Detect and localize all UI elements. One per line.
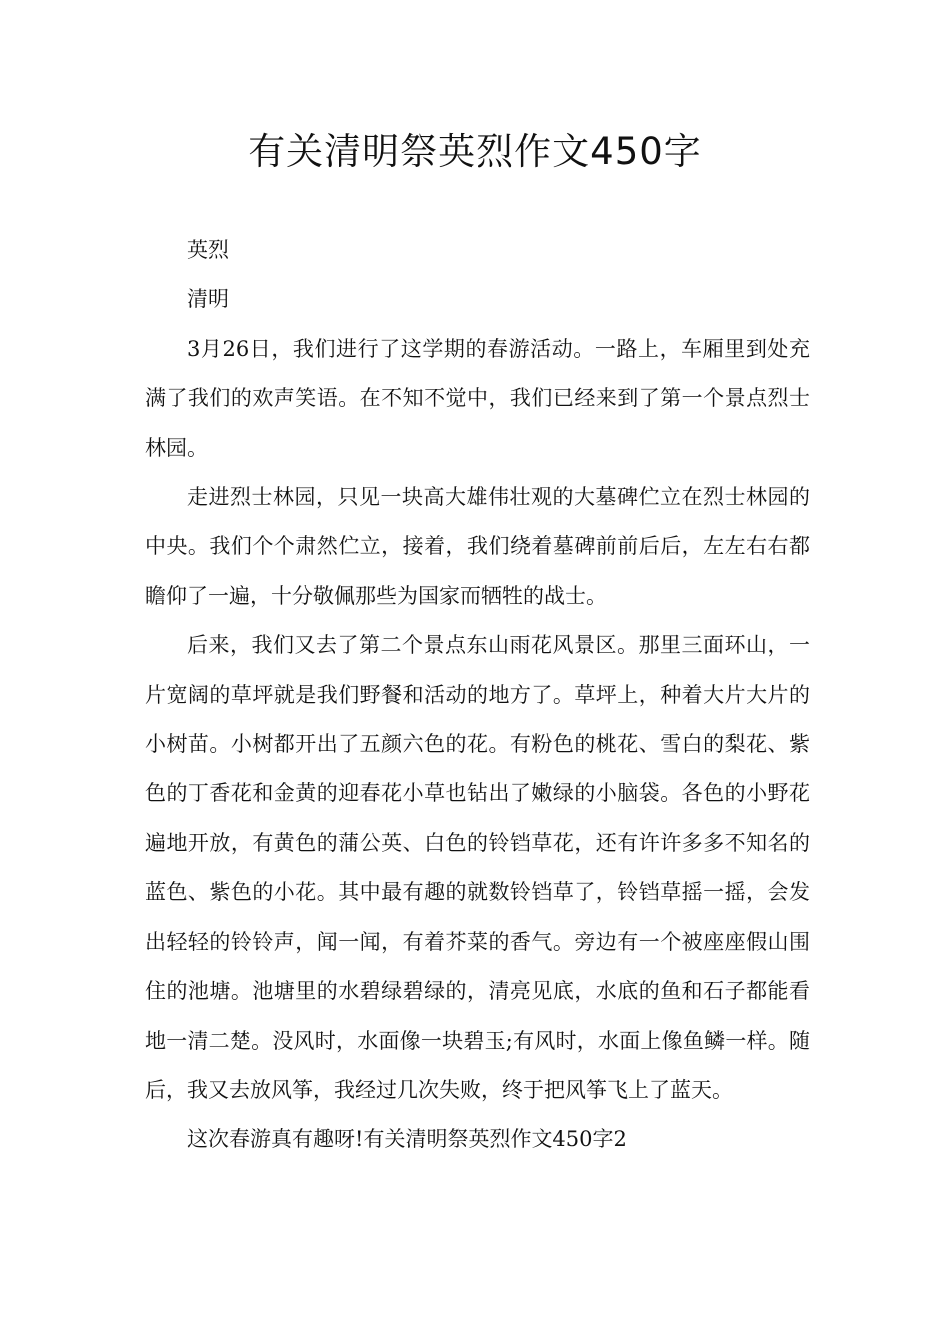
paragraph: 清明 <box>187 287 229 312</box>
paragraph: 走进烈士林园，只见一块高大雄伟壮观的大墓碑伫立在烈士林园的中央。我们个个肃然伫立，接着，我们绕着墓碑前前后后，左左右右都瞻仰了一遍，十分敬佩那些为国家而牺牲的战士。 <box>145 485 810 608</box>
paragraph: 3月26日，我们进行了这学期的春游活动。一路上，车厢里到处充满了我们的欢声笑语。在不知不觉中，我们已经来到了第一个景点烈士林园。 <box>145 336 810 460</box>
paragraph: 英烈 <box>187 238 229 262</box>
paragraph: 这次春游真有趣呀!有关清明祭英烈作文450字2 <box>187 1127 627 1152</box>
paragraph: 后来，我们又去了第二个景点东山雨花风景区。那里三面环山，一片宽阔的草坪就是我们野餐和活动的地方了。草坪上，种着大片大片的小树苗。小树都开出了五颜六色的花。有粉色的桃花、雪白的梨花、紫色的丁香花和金黄的迎春花小草也钻出了嫩绿的小脑袋。各色的小野花遍地开放，有黄色的蒲公英、白色的铃铛草花，还有许许多多不知名的蓝色、紫色的小花。其中最有趣的就数铃铛草了，铃铛草摇一摇，会发出轻轻的铃铃声，闻一闻，有着芥菜的香气。旁边有一个被座座假山围住的池塘。池塘里的水碧绿碧绿的，清亮见底，水底的鱼和石子都能看地一清二楚。没风时，水面像一块碧玉;有风时，水面上像鱼鳞一样。随后，我又去放风筝，我经过几次失败，终于把风筝飞上了蓝天。 <box>145 633 810 1102</box>
document-body <box>145 226 810 1165</box>
document-title: 有关清明祭英烈作文450字 <box>248 130 702 173</box>
